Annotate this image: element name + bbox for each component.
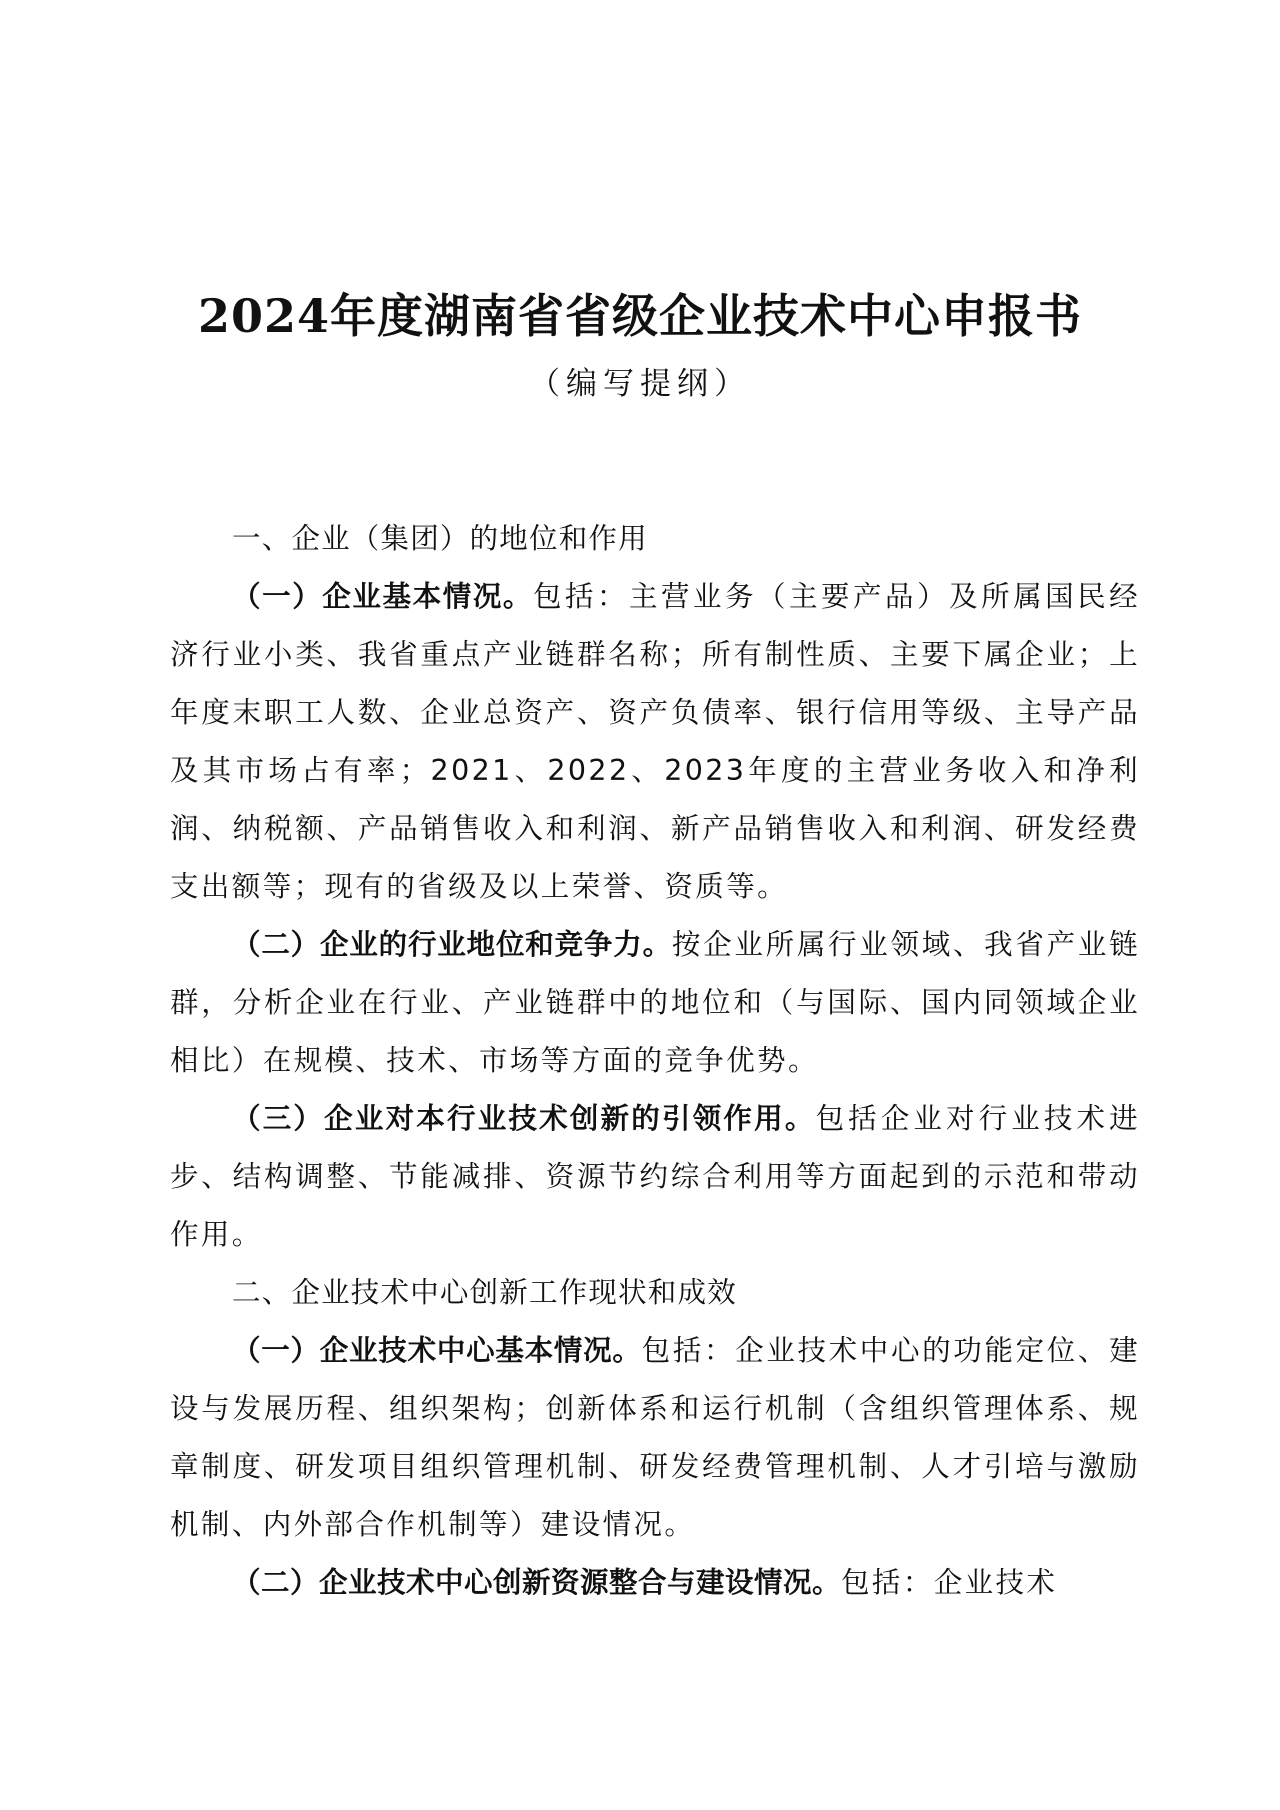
section-heading-2: 二、企业技术中心创新工作现状和成效	[232, 1276, 737, 1309]
paragraph-text: 包括：企业技术	[841, 1566, 1058, 1599]
paragraph-2-1	[170, 1322, 1140, 1554]
paragraph-2-2	[170, 1554, 1140, 1612]
paragraph-lead: （一）企业基本情况。	[232, 580, 534, 613]
paragraph-text: 包括：主营业务（主要产品）及所属国民经济行业小类、我省重点产业链群名称；所有制性质、主要下属企业；上年度末职工人数、企业总资产、资产负债率、银行信用等级、主导产品及其市场占有率；2021、2022、2023年度的主营业务收入和净利润、纳税额、产品销售收入和利润、新产品销售收入和利润、研发经费支出额等；现有的省级及以上荣誉、资质等。	[170, 580, 1140, 903]
paragraph-lead: （一）企业技术中心基本情况。	[232, 1334, 642, 1367]
paragraph-lead: （三）企业对本行业技术创新的引领作用。	[232, 1102, 816, 1135]
section-heading-1: 一、企业（集团）的地位和作用	[232, 522, 648, 555]
document-subtitle: （编写提纲）	[529, 366, 751, 402]
paragraph-text: 包括：企业技术中心的功能定位、建设与发展历程、组织架构；创新体系和运行机制（含组织管理体系、规章制度、研发项目组织管理机制、研发经费管理机制、人才引培与激励机制、内外部合作机制等）建设情况。	[170, 1334, 1140, 1541]
document-title: 2024年度湖南省省级企业技术中心申报书	[197, 289, 1083, 343]
paragraph-1-1	[170, 568, 1140, 916]
document-body	[170, 510, 1140, 1612]
paragraph-1-2	[170, 916, 1140, 1090]
paragraph-lead: （二）企业技术中心创新资源整合与建设情况。	[232, 1566, 842, 1599]
paragraph-text: 包括企业对行业技术进步、结构调整、节能减排、资源节约综合利用等方面起到的示范和带动作用。	[170, 1102, 1140, 1251]
paragraph-lead: （二）企业的行业地位和竞争力。	[232, 928, 672, 961]
paragraph-1-3	[170, 1090, 1140, 1264]
paragraph-text: 按企业所属行业领域、我省产业链群，分析企业在行业、产业链群中的地位和（与国际、国内同领域企业相比）在规模、技术、市场等方面的竞争优势。	[170, 928, 1140, 1077]
